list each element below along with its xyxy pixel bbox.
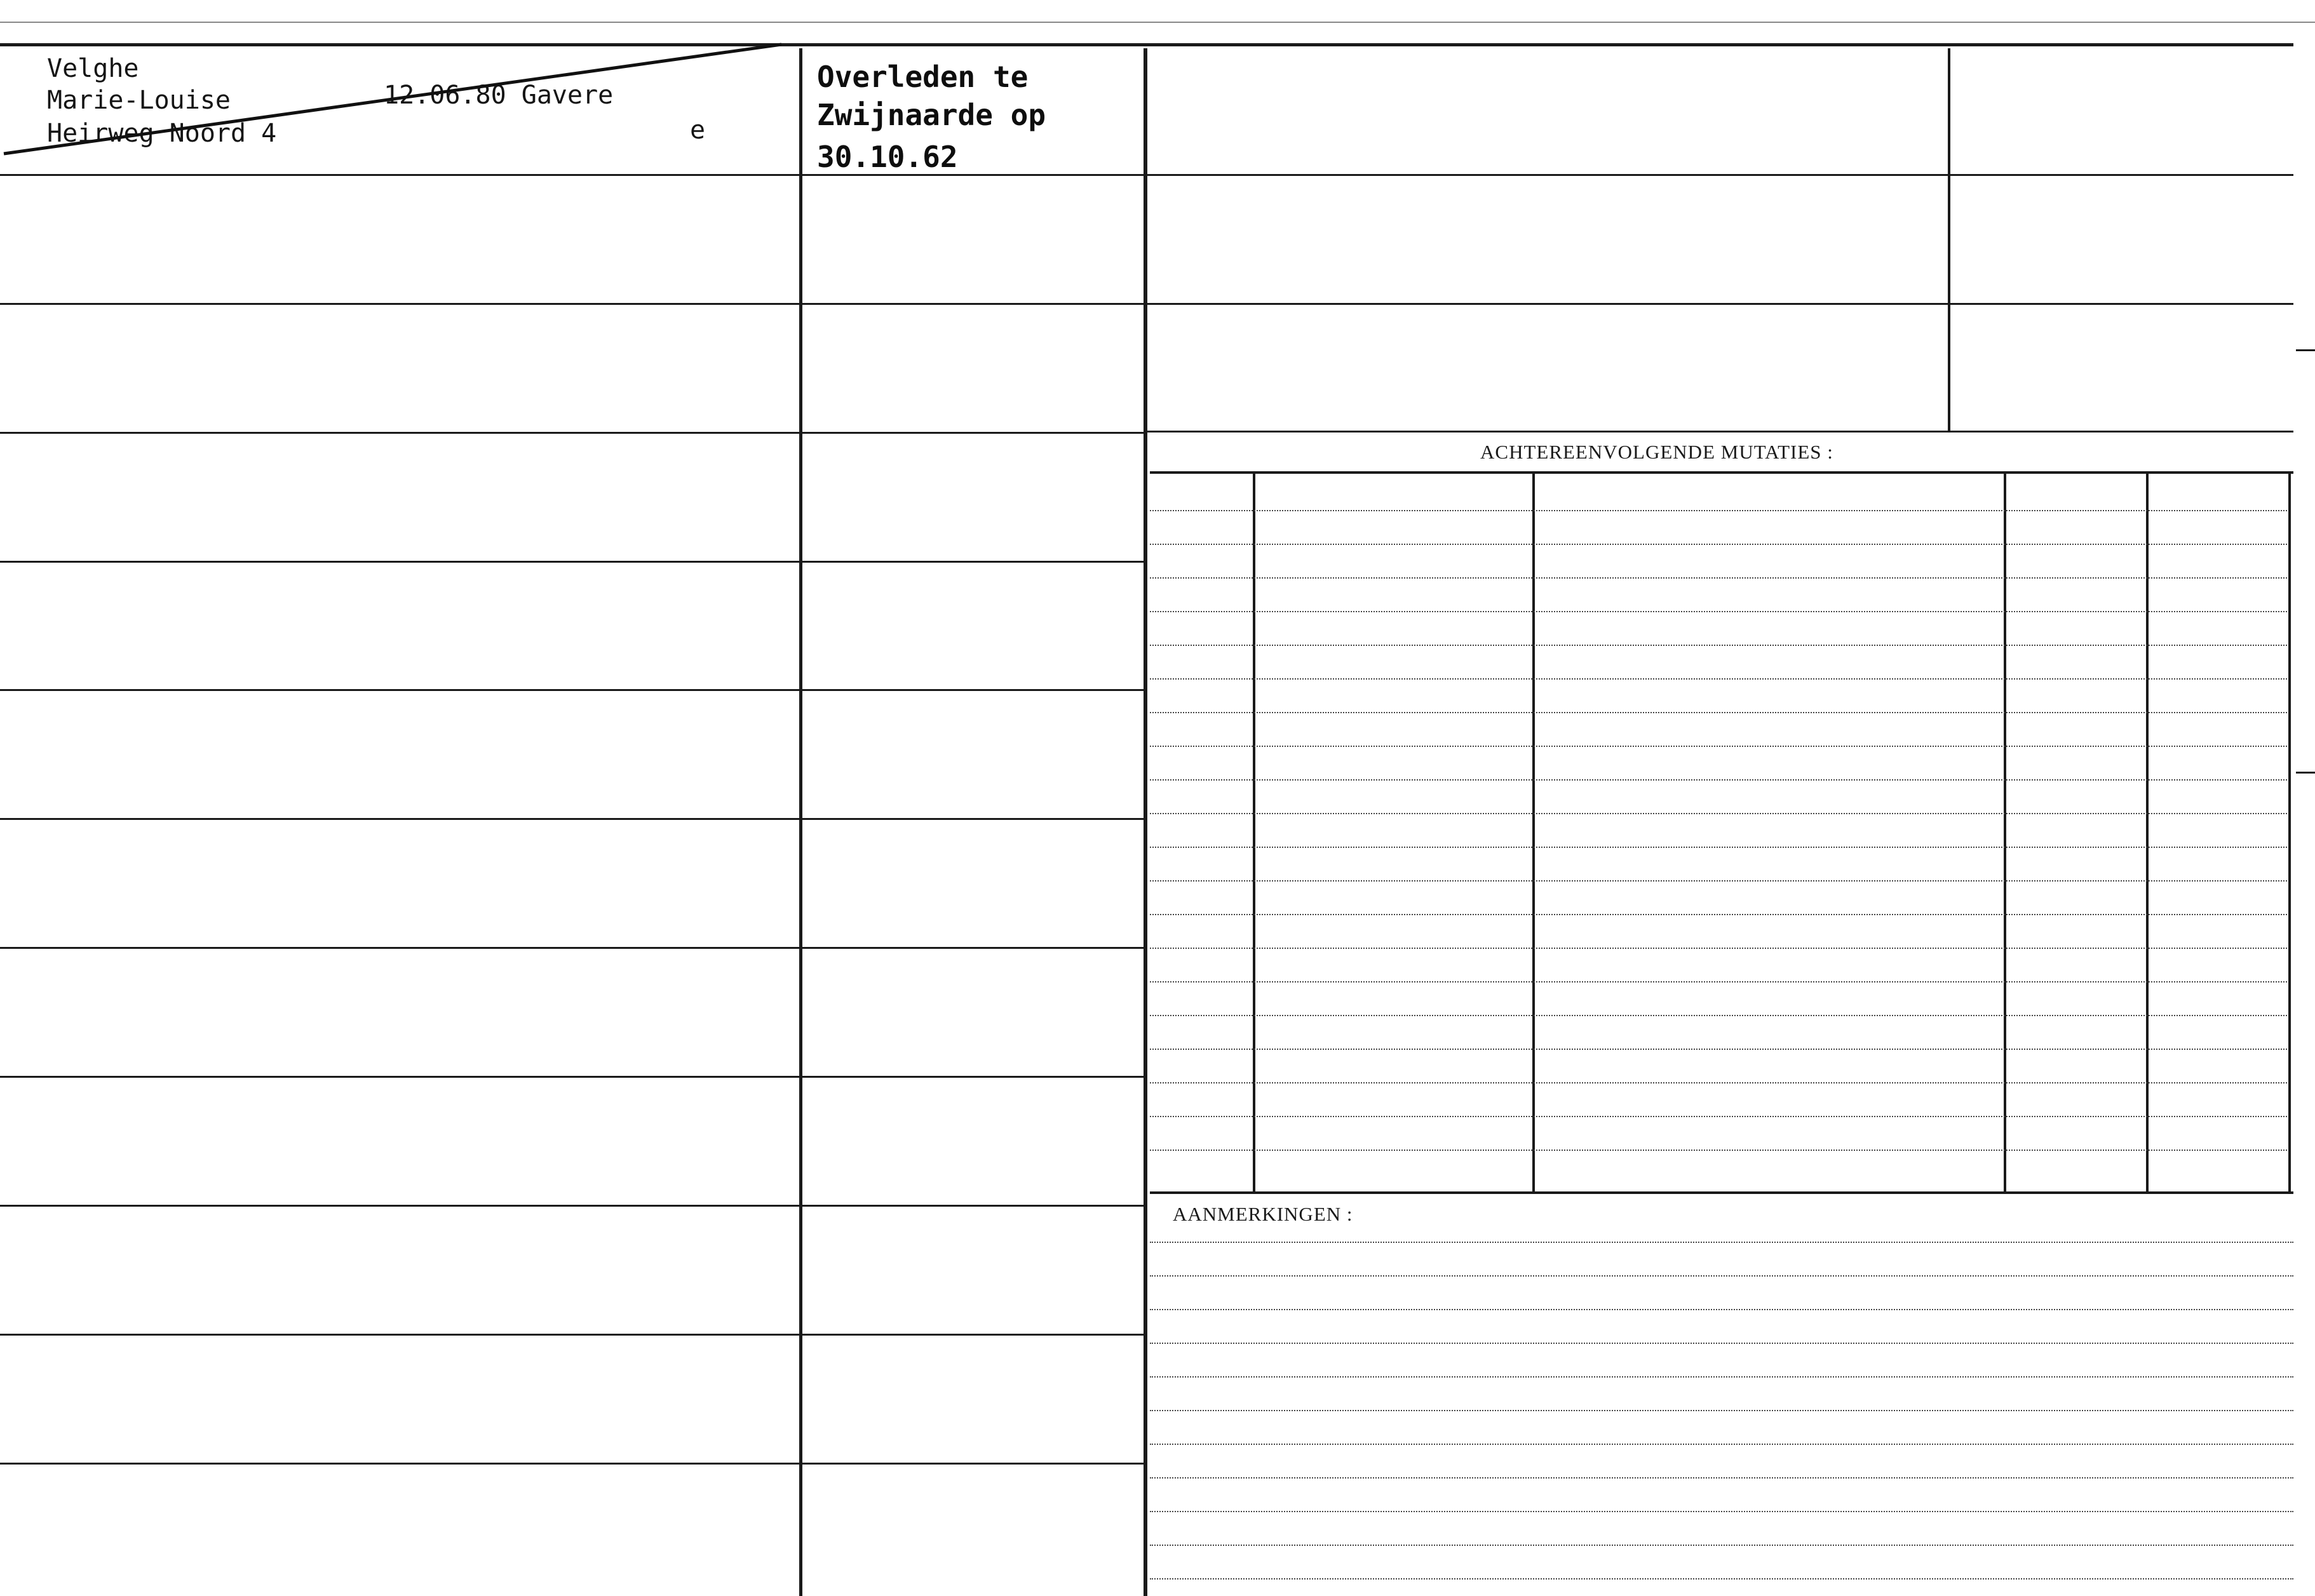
death-note-line-3: 30.10.62 — [817, 140, 958, 174]
birth-date-place-text: 12.06.80 Gavere — [384, 81, 614, 110]
surname-text: Velghe — [47, 54, 139, 83]
death-note-line-2: Zwijnaarde op — [817, 98, 1046, 132]
marker-letter: e — [690, 116, 706, 145]
remarks-title: AANMERKINGEN : — [1173, 1203, 1353, 1225]
given-names-text: Marie-Louise — [47, 86, 231, 115]
death-note-line-1: Overleden te — [817, 60, 1029, 94]
address-text: Heirweg Noord 4 — [47, 119, 277, 148]
mutations-title: ACHTEREENVOLGENDE MUTATIES : — [1480, 441, 1833, 463]
